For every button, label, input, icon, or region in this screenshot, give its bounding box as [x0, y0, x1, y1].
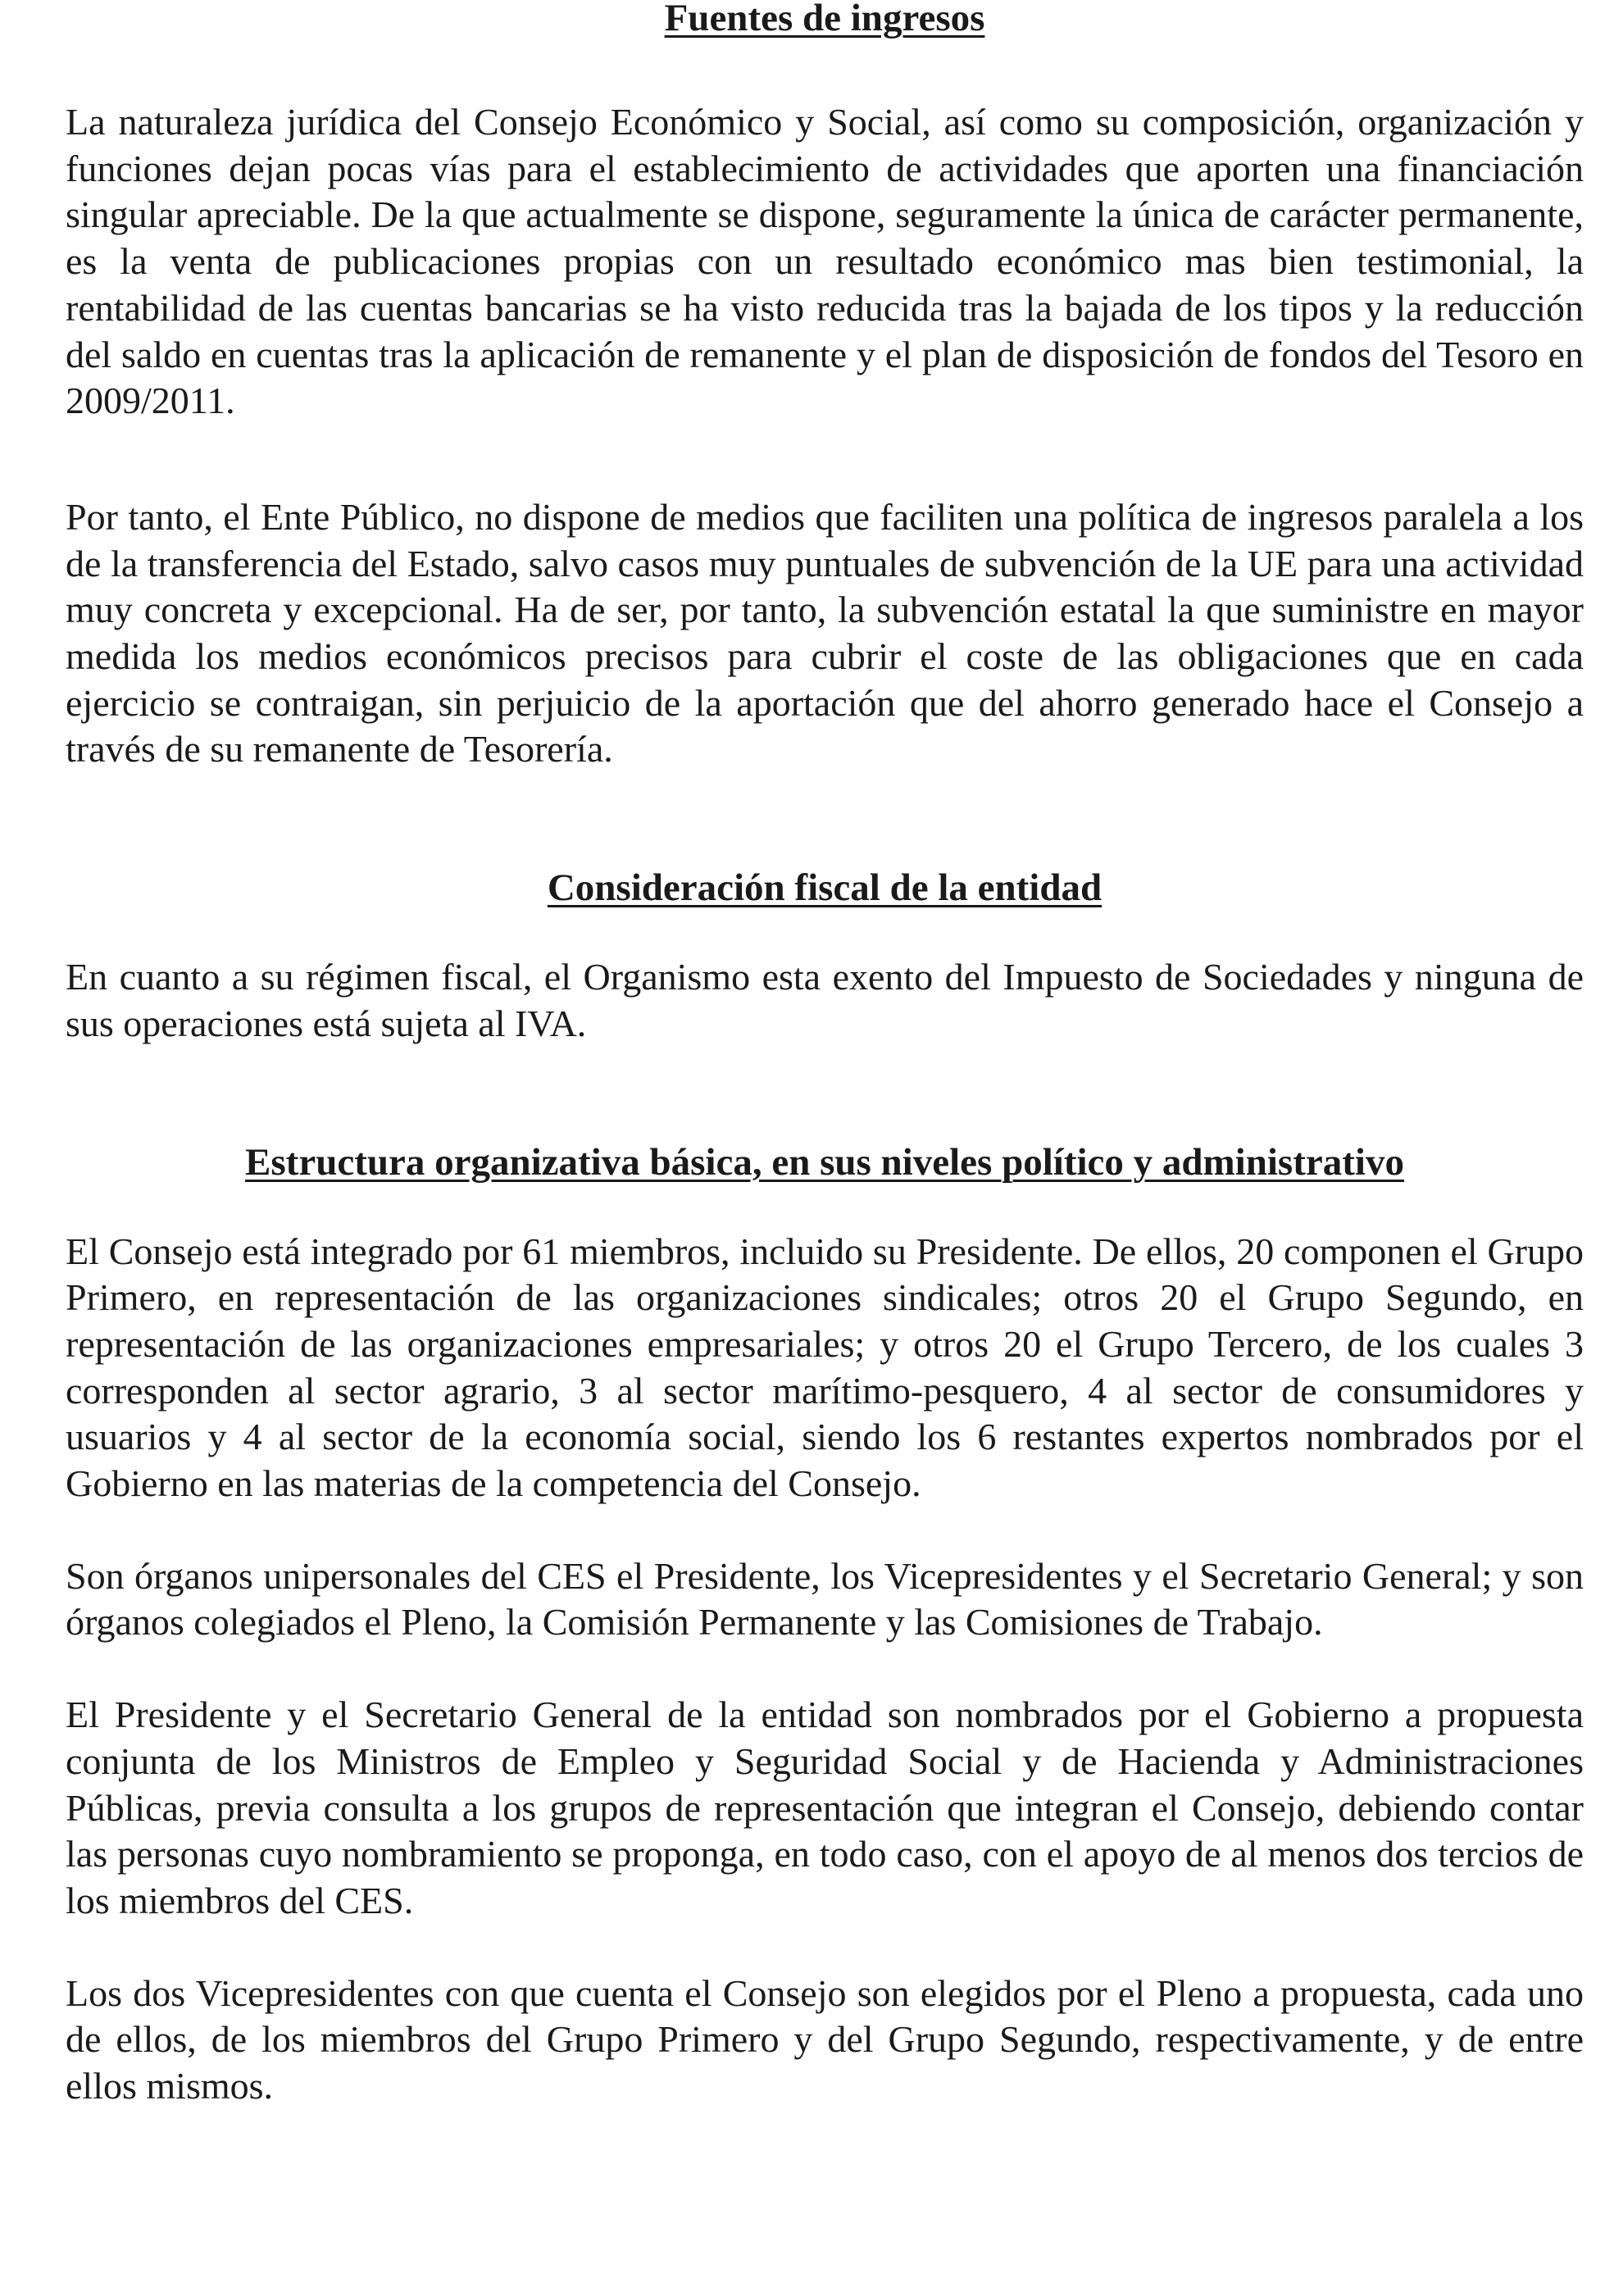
document-page: [66, 0, 1584, 2110]
paragraph-composicion-consejo: El Consejo está integrado por 61 miembros, incluido su Presidente. De ellos, 20 componen el Grupo Primero, en representación de las organizaciones sindicales; otros 20 el Grupo Segundo, en representación de las organizaciones empresariales; y otros 20 el Grupo Tercero, de los cuales 3 corresponden al sector agrario, 3 al sector marítimo-pesquero, 4 al sector de consumidores y usuarios y 4 al sector de la economía social, siendo los 6 restantes expertos nombrados por el Gobierno en las materias de la competencia del Consejo.: [66, 1230, 1584, 1505]
paragraph-regimen-fiscal: En cuanto a su régimen fiscal, el Organismo esta exento del Impuesto de Sociedades y ninguna de sus operaciones está sujeta al IVA.: [66, 956, 1584, 1044]
section-heading-estructura-organizativa: Estructura organizativa básica, en sus niveles político y administrativo: [245, 1140, 1404, 1184]
section-heading-fuentes-de-ingresos: Fuentes de ingresos: [664, 0, 985, 39]
paragraph-naturaleza-juridica: La naturaleza jurídica del Consejo Económico y Social, así como su composición, organización y funciones dejan pocas vías para el establecimiento de actividades que aporten una financiación singular apreciable. De la que actualmente se dispone, seguramente la única de carácter permanente, es la venta de publicaciones propias con un resultado económico mas bien testimonial, la rentabilidad de las cuentas bancarias se ha visto reducida tras la bajada de los tipos y la reducción del saldo en cuentas tras la aplicación de remanente y el plan de disposición de fondos del Tesoro en 2009/2011.: [66, 101, 1584, 422]
paragraph-nombramiento-presidente: El Presidente y el Secretario General de la entidad son nombrados por el Gobierno a propuesta conjunta de los Ministros de Empleo y Seguridad Social y de Hacienda y Administraciones Públicas, previa consulta a los grupos de representación que integran el Consejo, debiendo contar las personas cuyo nombramiento se proponga, en todo caso, con el apoyo de al menos dos tercios de los miembros del CES.: [66, 1694, 1584, 1921]
paragraph-politica-de-ingresos: Por tanto, el Ente Público, no dispone de medios que faciliten una política de ingresos paralela a los de la transferencia del Estado, salvo casos muy puntuales de subvención de la UE para una actividad muy concreta y excepcional. Ha de ser, por tanto, la subvención estatal la que suministre en mayor medida los medios económicos precisos para cubrir el coste de las obligaciones que en cada ejercicio se contraigan, sin perjuicio de la aportación que del ahorro generado hace el Consejo a través de su remanente de Tesorería.: [66, 495, 1584, 771]
paragraph-organos: Son órganos unipersonales del CES el Presidente, los Vicepresidentes y el Secretario General; y son órganos colegiados el Pleno, la Comisión Permanente y las Comisiones de Trabajo.: [66, 1554, 1584, 1644]
section-heading-consideracion-fiscal: Consideración fiscal de la entidad: [547, 866, 1103, 910]
paragraph-vicepresidentes: Los dos Vicepresidentes con que cuenta el Consejo son elegidos por el Pleno a propuesta, cada uno de ellos, de los miembros del Grupo Primero y del Grupo Segundo, respectivamente, y de entre ellos mismos.: [66, 1971, 1584, 2107]
